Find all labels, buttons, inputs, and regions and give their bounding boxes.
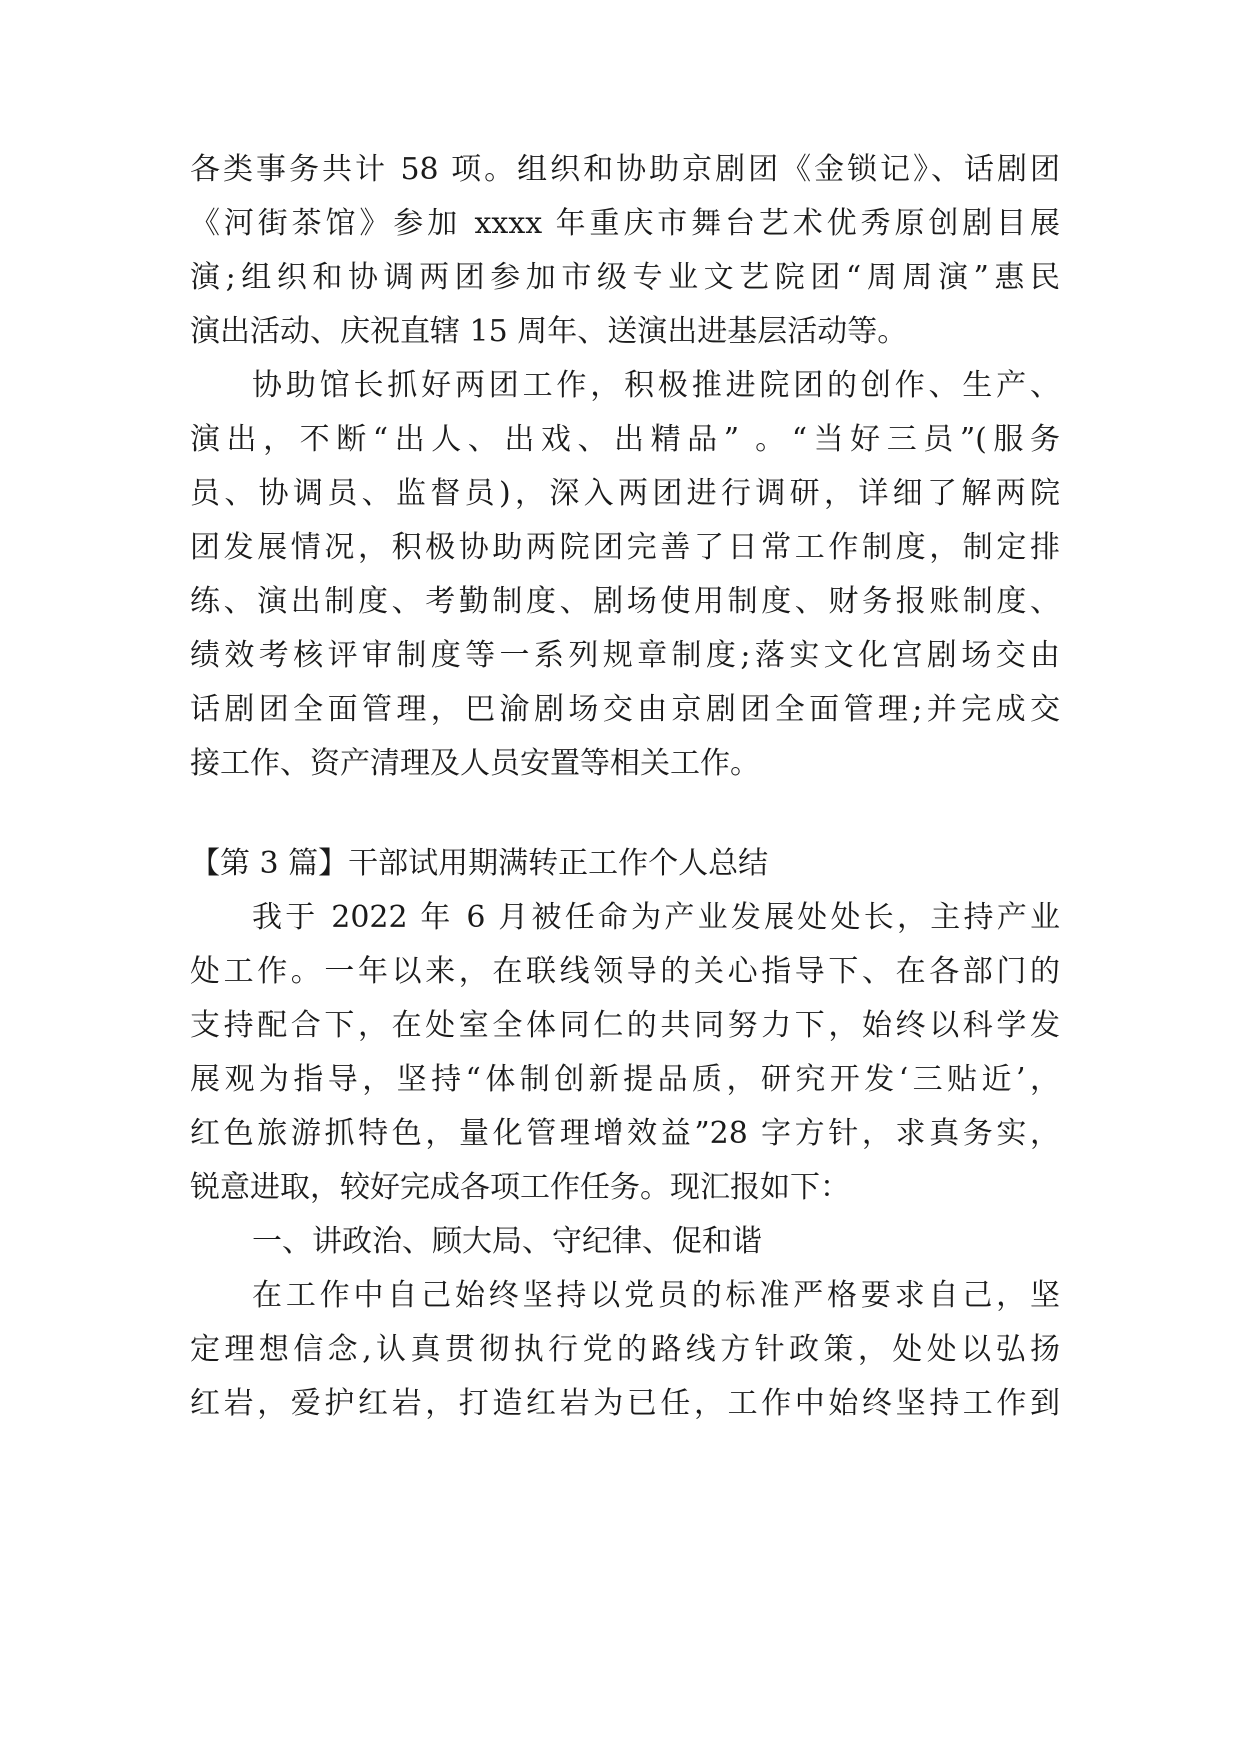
paragraph-line: 各类事务共计 58 项。组织和协助京剧团《金锁记》、话剧团: [190, 152, 1060, 187]
paragraph-line: 处工作。一年以来，在联线领导的关心指导下、在各部门的: [190, 954, 1060, 989]
paragraph-line: 定理想信念,认真贯彻执行党的路线方针政策，处处以弘扬: [190, 1332, 1060, 1367]
paragraph-line: 我于 2022 年 6 月被任命为产业发展处处长，主持产业: [252, 900, 1060, 935]
paragraph-line: 锐意进取，较好完成各项工作任务。现汇报如下：: [190, 1170, 850, 1205]
paragraph-line: 团发展情况，积极协助两院团完善了日常工作制度，制定排: [190, 530, 1060, 565]
paragraph-line: 在工作中自己始终坚持以党员的标准严格要求自己，坚: [252, 1278, 1060, 1313]
paragraph-line: 接工作、资产清理及人员安置等相关工作。: [190, 746, 760, 781]
section-subheading: 一、讲政治、顾大局、守纪律、促和谐: [252, 1224, 762, 1259]
article-title: 【第 3 篇】干部试用期满转正工作个人总结: [190, 846, 769, 881]
paragraph-line: 员、协调员、监督员)，深入两团进行调研，详细了解两院: [190, 476, 1060, 511]
paragraph-line: 演;组织和协调两团参加市级专业文艺院团“周周演”惠民: [190, 260, 1060, 295]
paragraph-line: 展观为指导，坚持“体制创新提品质，研究开发‘三贴近’，: [190, 1062, 1060, 1097]
paragraph-line: 红岩，爱护红岩，打造红岩为已任，工作中始终坚持工作到: [190, 1386, 1060, 1421]
paragraph-line: 支持配合下，在处室全体同仁的共同努力下，始终以科学发: [190, 1008, 1060, 1043]
paragraph-line: 演出，不断“出人、出戏、出精品” 。“当好三员”(服务: [190, 422, 1060, 457]
paragraph-line: 协助馆长抓好两团工作，积极推进院团的创作、生产、: [252, 368, 1060, 403]
paragraph-line: 话剧团全面管理，巴渝剧场交由京剧团全面管理;并完成交: [190, 692, 1060, 727]
paragraph-line: 练、演出制度、考勤制度、剧场使用制度、财务报账制度、: [190, 584, 1060, 619]
paragraph-line: 演出活动、庆祝直辖 15 周年、送演出进基层活动等。: [190, 314, 908, 349]
paragraph-line: 绩效考核评审制度等一系列规章制度;落实文化宫剧场交由: [190, 638, 1060, 673]
paragraph-line: 《河街茶馆》参加 xxxx 年重庆市舞台艺术优秀原创剧目展: [190, 206, 1060, 241]
paragraph-line: 红色旅游抓特色，量化管理增效益”28 字方针，求真务实，: [190, 1116, 1060, 1151]
